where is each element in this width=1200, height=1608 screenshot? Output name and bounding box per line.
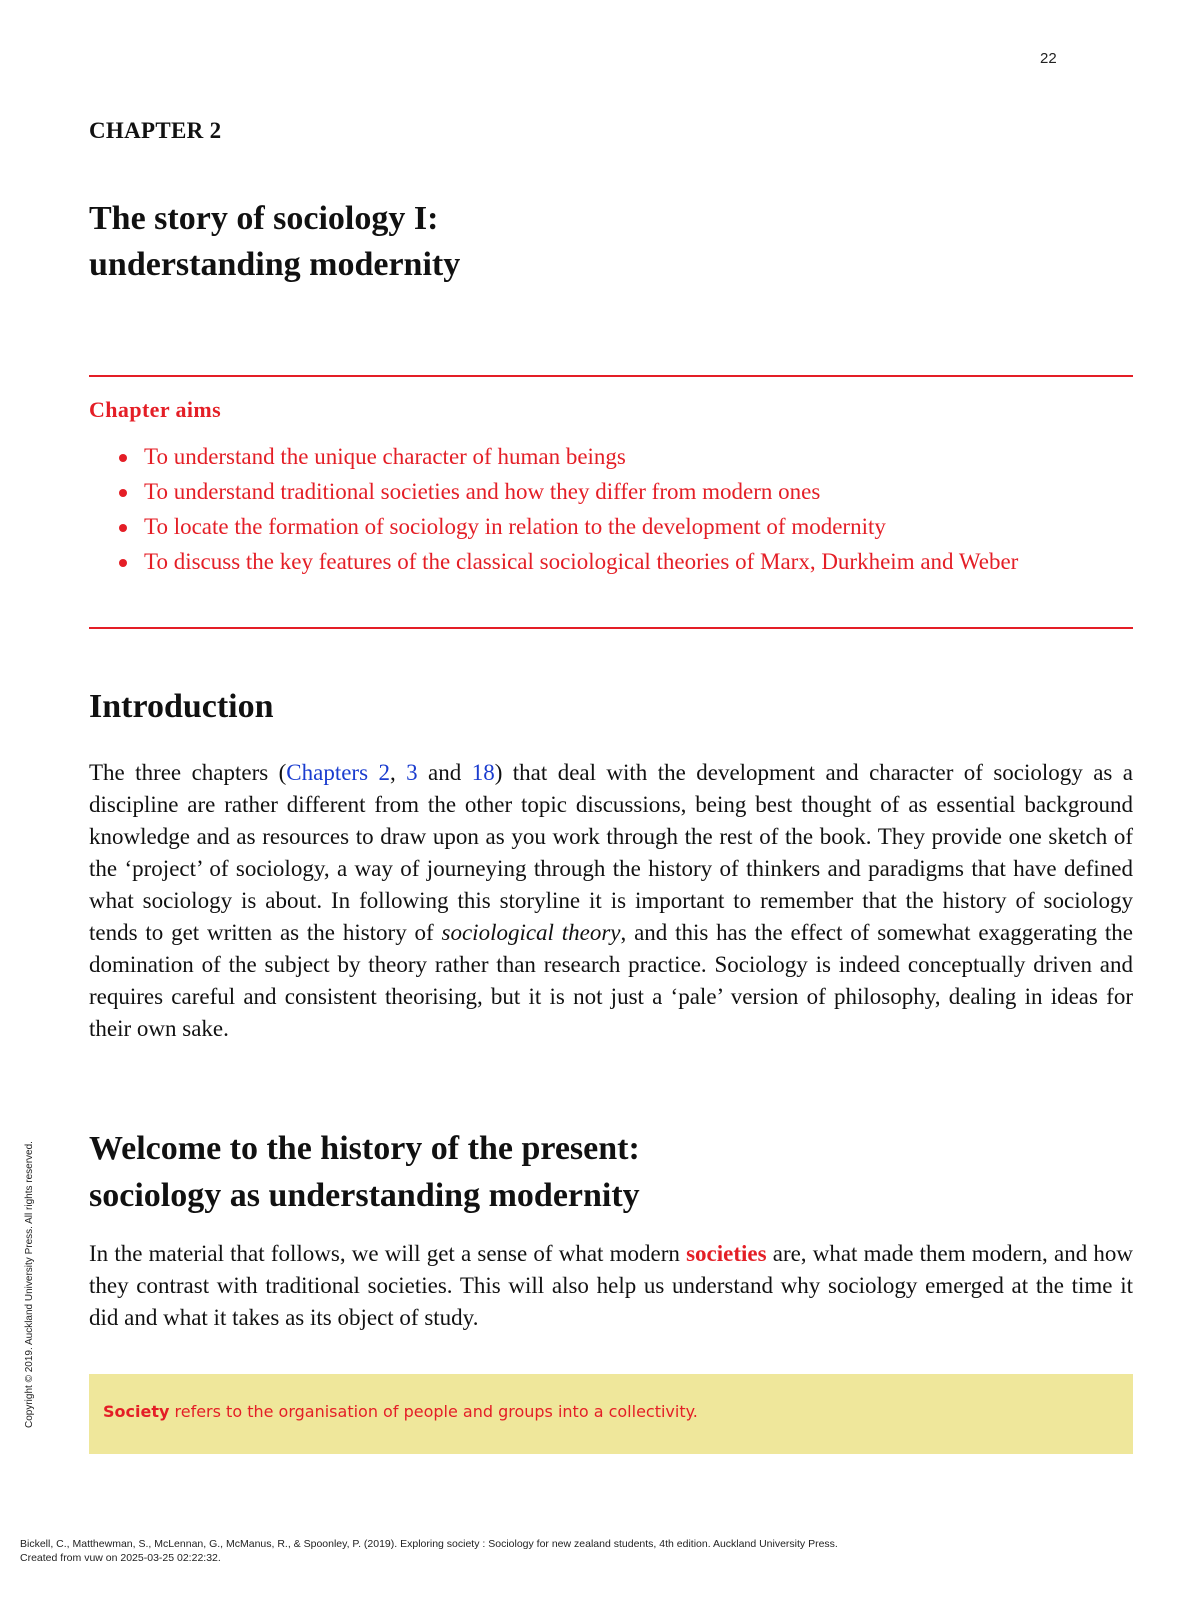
text-run: , and this has the effect of somewhat exaggerating the domination of the subject by theory rather than research practice. Sociology is indeed conceptually driven and requires careful and consistent theorising, but it is not just a ‘pale’ version of philosophy, dealing in ideas for their own sake. bbox=[89, 920, 1134, 1041]
introduction-paragraph bbox=[89, 757, 1133, 1045]
welcome-heading-line1: Welcome to the history of the present: bbox=[89, 1130, 640, 1167]
aim-text: To understand traditional societies and how they differ from modern ones bbox=[144, 479, 821, 504]
chapter-18-link[interactable]: 18 bbox=[471, 760, 495, 785]
created-line: Created from vuw on 2025-03-25 02:22:32. bbox=[20, 1552, 221, 1564]
chapter-title-line2: understanding modernity bbox=[89, 246, 461, 283]
welcome-heading bbox=[89, 1125, 640, 1219]
aim-item bbox=[89, 511, 1133, 543]
text-run: The three chapters ( bbox=[89, 760, 287, 785]
aim-text: To locate the formation of sociology in relation to the development of modernity bbox=[144, 514, 886, 539]
definition-box bbox=[89, 1374, 1133, 1454]
aim-text: To understand the unique character of human beings bbox=[144, 444, 626, 469]
citation-footer bbox=[20, 1537, 838, 1565]
text-run: , bbox=[389, 760, 407, 785]
text-run: ) that deal with the development and character of sociology as a discipline are rather different from the other topic discussions, being best thought of as essential background knowledge and as resources to draw upon as you work through the rest of the book. They provide one sketch of the ‘project’ of sociology, a way of journeying through the history of thinkers and paradigms that have defined what sociology is about. In following this storyline it is important to remember that the history of sociology tends to get written as the history of bbox=[89, 760, 1133, 945]
aim-item bbox=[89, 546, 1133, 578]
aim-text: To discuss the key features of the classical sociological theories of Marx, Durkheim and Weber bbox=[144, 549, 1019, 574]
welcome-heading-line2: sociology as understanding modernity bbox=[89, 1177, 640, 1214]
bullet-icon bbox=[119, 489, 127, 497]
definition-term: Society bbox=[103, 1402, 170, 1421]
text-run: and bbox=[417, 760, 472, 785]
chapter-title bbox=[89, 196, 460, 288]
aim-item bbox=[89, 476, 1133, 508]
definition-text bbox=[103, 1402, 698, 1421]
bullet-icon bbox=[119, 559, 127, 567]
welcome-paragraph bbox=[89, 1238, 1133, 1334]
bullet-icon bbox=[119, 524, 127, 532]
page-number: 22 bbox=[1040, 50, 1057, 67]
aim-item bbox=[89, 441, 1133, 473]
chapter-3-link[interactable]: 3 bbox=[406, 760, 418, 785]
chapter-aims-list bbox=[89, 441, 1133, 581]
text-run: are, what made them modern, and how they contrast with traditional societies. This will also help us understand why sociology emerged at the time it did and what it takes as its object of study. bbox=[89, 1241, 1133, 1330]
bullet-icon bbox=[119, 454, 127, 462]
chapter-aims-box bbox=[89, 375, 1133, 629]
chapter-label: CHAPTER 2 bbox=[89, 118, 222, 143]
chapters-2-link[interactable]: Chapters 2 bbox=[286, 760, 390, 785]
emphasis-text: sociological theory bbox=[441, 920, 621, 945]
chapter-aims-heading: Chapter aims bbox=[89, 397, 222, 422]
copyright-notice: Copyright © 2019. Auckland University Press. All rights reserved. bbox=[24, 1141, 35, 1428]
introduction-heading: Introduction bbox=[89, 688, 274, 725]
chapter-title-line1: The story of sociology I: bbox=[89, 200, 439, 237]
text-run: In the material that follows, we will get a sense of what modern bbox=[89, 1241, 687, 1266]
societies-keyterm-link[interactable]: societies bbox=[686, 1241, 767, 1266]
definition-body: refers to the organisation of people and groups into a collectivity. bbox=[169, 1402, 698, 1421]
citation-line: Bickell, C., Matthewman, S., McLennan, G., McManus, R., & Spoonley, P. (2019). Exploring society : Sociology for new zealand students, 4th edition. Auckland University Press. bbox=[20, 1538, 838, 1550]
